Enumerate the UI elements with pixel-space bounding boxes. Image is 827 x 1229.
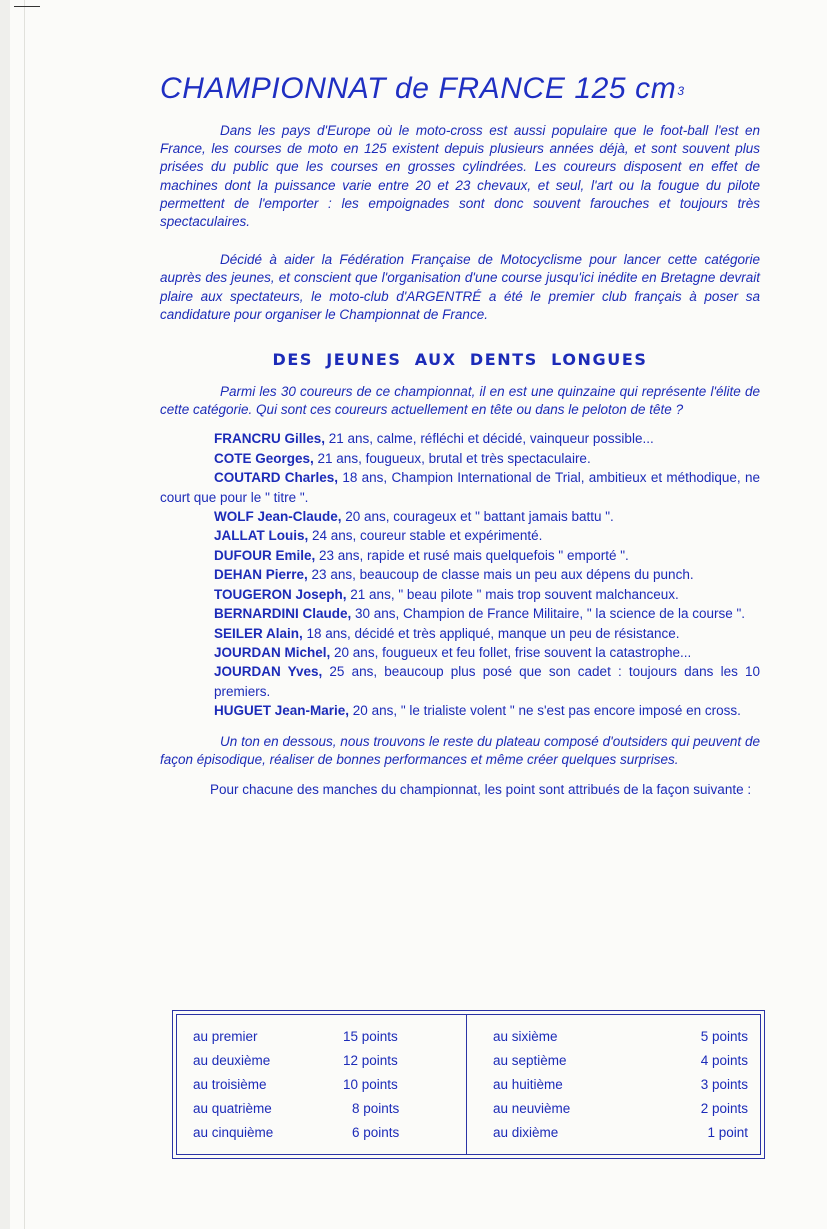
rider-item: [160, 624, 760, 643]
rider-desc: 18 ans, Champion International de Trial, ambitieux et méthodique, ne court que pour le " titre ".: [160, 470, 760, 505]
points-row: [493, 1121, 748, 1145]
points-table: [172, 1010, 765, 1159]
rider-name: JOURDAN Yves,: [214, 664, 323, 680]
rider-name: COUTARD Charles,: [214, 470, 339, 486]
points-value: 3 points: [700, 1077, 748, 1092]
points-value: 6 points: [352, 1125, 400, 1140]
points-row: [493, 1073, 748, 1097]
points-intro: Pour chacune des manches du championnat, les point sont attribués de la façon suivante :: [210, 781, 752, 797]
rider-name: COTE Georges,: [214, 450, 314, 466]
rider-name: JALLAT Louis,: [214, 528, 309, 544]
points-position: au neuvième: [493, 1101, 571, 1116]
points-row: [193, 1073, 448, 1097]
page-edge-line: [24, 0, 25, 1229]
points-value: 2 points: [700, 1101, 748, 1116]
rider-name: DUFOUR Emile,: [214, 547, 316, 563]
rider-name: HUGUET Jean-Marie,: [214, 703, 350, 719]
rider-name: DEHAN Pierre,: [214, 567, 308, 583]
rider-desc: 18 ans, décidé et très appliqué, manque un peu de résistance.: [302, 625, 680, 641]
article: [160, 70, 760, 799]
rider-item: [160, 468, 760, 507]
page-title: [160, 70, 760, 108]
corner-mark: [14, 6, 40, 7]
points-row: [193, 1097, 448, 1121]
points-row: [193, 1049, 448, 1073]
rider-item: [160, 701, 760, 720]
rider-item: [160, 565, 760, 584]
rider-desc: 20 ans, courageux et " battant jamais battu ".: [341, 509, 614, 525]
rider-item: [160, 507, 760, 526]
rider-desc: 23 ans, rapide et rusé mais quelquefois " emporté ".: [315, 547, 629, 563]
rider-desc: 23 ans, beaucoup de classe mais un peu aux dépens du punch.: [307, 567, 694, 583]
points-value: 15 points: [343, 1029, 398, 1044]
points-position: au deuxième: [193, 1053, 271, 1068]
points-table-divider: [466, 1014, 467, 1155]
points-row: [193, 1121, 448, 1145]
rider-item: [160, 429, 760, 448]
rider-name: JOURDAN Michel,: [214, 644, 331, 660]
points-position: au septième: [493, 1053, 567, 1068]
points-position: au cinquième: [193, 1125, 274, 1140]
section-intro: Parmi les 30 coureurs de ce championnat, il en est une quinzaine qui représente l'élite de cette catégorie. Qui sont ces coureurs actuellement en tête ou dans le peloton de tête ?: [160, 384, 760, 418]
points-row: [493, 1049, 748, 1073]
rider-name: FRANCRU Gilles,: [214, 431, 326, 447]
points-column-left: [193, 1025, 448, 1145]
page-edge-strip: [0, 0, 10, 1229]
points-position: au huitième: [493, 1077, 563, 1092]
title-text: CHAMPIONNAT de FRANCE 125 cm: [160, 72, 677, 105]
points-position: au sixième: [493, 1029, 558, 1044]
points-value: 4 points: [700, 1053, 748, 1068]
rider-name: SEILER Alain,: [214, 625, 303, 641]
rider-name: WOLF Jean-Claude,: [214, 509, 342, 525]
rider-desc: 21 ans, calme, réfléchi et décidé, vainqueur possible...: [325, 431, 654, 447]
points-value: 1 point: [707, 1125, 748, 1140]
rider-desc: 30 ans, Champion de France Militaire, " la science de la course ".: [351, 606, 746, 622]
section-heading: DES JEUNES AUX DENTS LONGUES: [272, 350, 648, 370]
points-position: au quatrième: [193, 1101, 272, 1116]
points-row: [493, 1097, 748, 1121]
rider-item: [160, 643, 760, 662]
rider-list: [160, 429, 760, 720]
points-value: 12 points: [343, 1053, 398, 1068]
outsiders-paragraph: Un ton en dessous, nous trouvons le reste du plateau composé d'outsiders qui peuvent de façon épisodique, réaliser de bonnes performances et même créer quelques surprises.: [160, 733, 760, 767]
rider-desc: 20 ans, " le trialiste volent " ne s'est pas encore imposé en cross.: [349, 703, 741, 719]
rider-item: [160, 585, 760, 604]
rider-item: [160, 526, 760, 545]
points-row: [193, 1025, 448, 1049]
points-position: au troisième: [193, 1077, 267, 1092]
points-row: [493, 1025, 748, 1049]
points-value: 5 points: [700, 1029, 748, 1044]
rider-desc: 20 ans, fougueux et feu follet, frise souvent la catastrophe...: [330, 644, 692, 660]
rider-name: TOUGERON Joseph,: [214, 586, 347, 602]
rider-item: [160, 662, 760, 701]
rider-item: [160, 449, 760, 468]
rider-name: BERNARDINI Claude,: [214, 606, 352, 622]
rider-desc: 21 ans, " beau pilote " mais trop souvent malchanceux.: [346, 586, 679, 602]
rider-desc: 24 ans, coureur stable et expérimenté.: [308, 528, 543, 544]
rider-item: [160, 546, 760, 565]
points-value: 10 points: [343, 1077, 398, 1092]
title-superscript: 3: [677, 84, 685, 98]
intro-paragraph-2: Décidé à aider la Fédération Française de Motocyclisme pour lancer cette catégorie auprès des jeunes, et conscient que l'organisation d'une course jusqu'ici inédite en Bretagne devrait plaire aux spectateurs, le moto-club d'ARGENTRÉ a été le premier club français à poser sa candidature pour organiser le Championnat de France.: [160, 252, 760, 322]
intro-paragraph-1: Dans les pays d'Europe où le moto-cross est aussi populaire que le foot-ball l'est en France, les courses de moto en 125 existent depuis plusieurs années déjà, et sont souvent plus prisées du public que les courses en grosses cylindrées. Les coureurs disposent en effet de machines dont la puissance varie entre 20 et 23 chevaux, et seul, l'art ou la fougue du pilote permettent de l'emporter : les empoignades sont donc souvent farouches et toujours très spectaculaires.: [160, 123, 760, 230]
points-value: 8 points: [352, 1101, 400, 1116]
points-position: au premier: [193, 1029, 258, 1044]
rider-item: [160, 604, 760, 623]
rider-desc: 21 ans, fougueux, brutal et très spectaculaire.: [313, 450, 591, 466]
rider-desc: 25 ans, beaucoup plus posé que son cadet : toujours dans les 10 premiers.: [214, 664, 761, 699]
points-position: au dixième: [493, 1125, 559, 1140]
points-column-right: [493, 1025, 748, 1145]
